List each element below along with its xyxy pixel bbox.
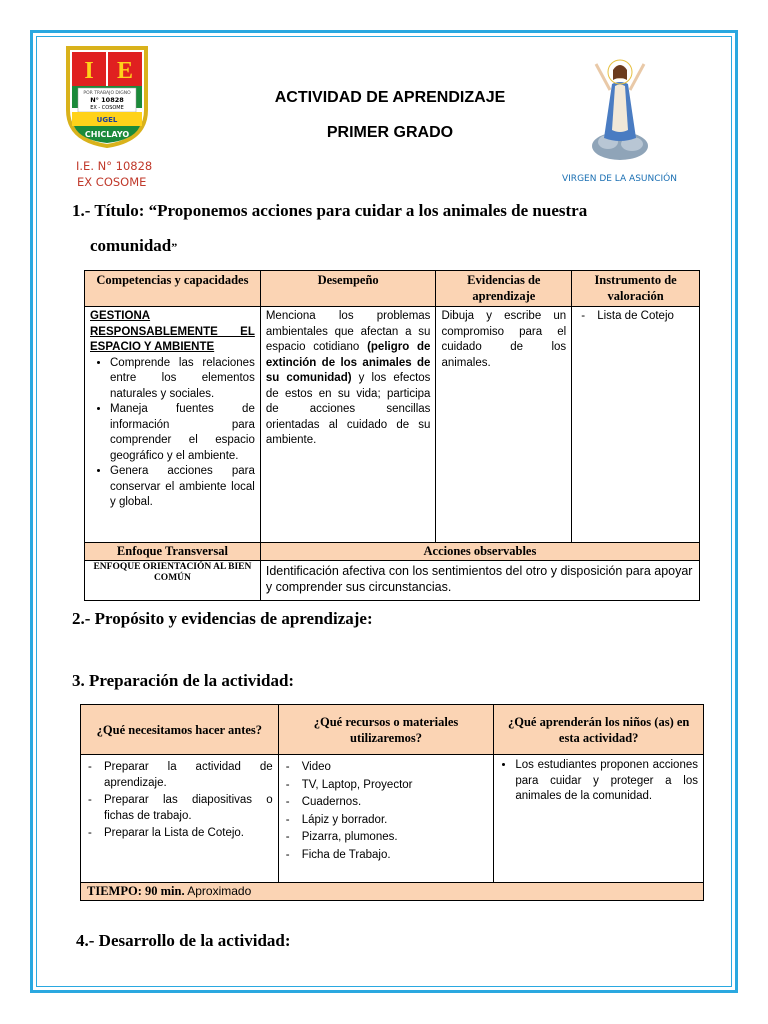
closing-quote: ” bbox=[171, 240, 178, 254]
svg-text:EX - COSOME: EX - COSOME bbox=[90, 105, 124, 111]
section-1-heading: 1.- Título: “Proponemos acciones para cuidar a los animales de nuestra bbox=[72, 201, 588, 220]
resource-item: - Video bbox=[302, 760, 489, 776]
document-title: ACTIVIDAD DE APRENDIZAJE bbox=[274, 89, 506, 106]
transversal-header: Enfoque Transversal bbox=[85, 543, 261, 561]
performance-text-cont: y los efectos de estos en su vida; participa de acciones sencillas orientadas al cuidado de su ambiente. bbox=[265, 372, 431, 446]
capacity-item: • Maneja fuentes de información para comprender el espacio geográfico y el ambiente. bbox=[110, 402, 255, 464]
evidence-cell: Dibuja y escribe un compromiso para el cuidado de los animales. bbox=[436, 307, 572, 543]
section-1-heading-cont bbox=[90, 236, 177, 256]
performance-text: Menciona los problemas ambientales que afectan a su espacio cotidiano bbox=[265, 310, 431, 353]
section-4-heading: 4.- Desarrollo de la actividad: bbox=[76, 931, 291, 950]
learning-list bbox=[499, 758, 698, 805]
before-cell bbox=[81, 755, 279, 883]
grade-title: PRIMER GRADO bbox=[326, 124, 454, 141]
resource-item: - Ficha de Trabajo. bbox=[302, 848, 489, 864]
school-former-name: EX COSOME bbox=[77, 175, 147, 189]
competency-title: GESTIONA RESPONSABLEMENTE EL ESPACIO Y AMBIENTE bbox=[90, 310, 255, 353]
transversal-value: ENFOQUE ORIENTACIÓN AL BIEN COMÚN bbox=[85, 561, 261, 601]
preparation-table bbox=[80, 704, 704, 901]
time-label: TIEMPO: 90 min. bbox=[87, 884, 185, 898]
instrument-list bbox=[577, 309, 694, 325]
svg-text:CHICLAYO: CHICLAYO bbox=[84, 130, 130, 139]
capacities-list bbox=[90, 356, 255, 511]
svg-text:E: E bbox=[116, 58, 134, 84]
svg-text:UGEL: UGEL bbox=[96, 116, 118, 124]
resources-list bbox=[284, 760, 489, 863]
header-before: ¿Qué necesitamos hacer antes? bbox=[81, 705, 279, 755]
instrument-item: - Lista de Cotejo bbox=[597, 309, 694, 325]
learning-cell bbox=[494, 755, 704, 883]
resource-item: - Cuadernos. bbox=[302, 795, 489, 811]
school-name bbox=[76, 158, 152, 190]
performance-emphasis: (peligro de extinción de los animales de su comunidad) bbox=[265, 341, 431, 384]
time-suffix: Aproximado bbox=[184, 884, 252, 898]
competency-cell bbox=[85, 307, 261, 543]
section-2-heading: 2.- Propósito y evidencias de aprendizaje: bbox=[72, 609, 373, 628]
header-resources: ¿Qué recursos o materiales utilizaremos? bbox=[278, 705, 494, 755]
virgin-image bbox=[590, 50, 650, 162]
resource-item: - Lápiz y borrador. bbox=[302, 813, 489, 829]
before-item: - Preparar la actividad de aprendizaje. bbox=[104, 760, 273, 791]
header-instrument: Instrumento de valoración bbox=[572, 271, 700, 307]
header-competencies: Competencias y capacidades bbox=[85, 271, 261, 307]
svg-text:POR TRABAJO DIGNO: POR TRABAJO DIGNO bbox=[83, 91, 131, 96]
performance-cell bbox=[260, 307, 436, 543]
time-row bbox=[81, 883, 704, 901]
actions-header: Acciones observables bbox=[260, 543, 699, 561]
learning-item: • Los estudiantes proponen acciones para cuidar y proteger a los animales de la comunidad. bbox=[515, 758, 698, 805]
resource-item: - Pizarra, plumones. bbox=[302, 830, 489, 846]
school-logo bbox=[64, 44, 150, 148]
school-number: I.E. N° 10828 bbox=[76, 159, 153, 173]
capacity-item: • Comprende las relaciones entre los elementos naturales y sociales. bbox=[110, 356, 255, 403]
before-list bbox=[86, 760, 273, 842]
instrument-cell bbox=[572, 307, 700, 543]
before-item: - Preparar la Lista de Cotejo. bbox=[104, 826, 273, 842]
actions-value: Identificación afectiva con los sentimientos del otro y disposición para apoyar y comprender sus circunstancias. bbox=[260, 561, 699, 601]
image-caption: VIRGEN DE LA ASUNCIÓN bbox=[562, 174, 677, 184]
resources-cell bbox=[278, 755, 494, 883]
resource-item: - TV, Laptop, Proyector bbox=[302, 778, 489, 794]
header-performance: Desempeño bbox=[260, 271, 436, 307]
section-3-heading: 3. Preparación de la actividad: bbox=[72, 671, 295, 690]
capacity-item: • Genera acciones para conservar el ambiente local y global. bbox=[110, 464, 255, 511]
svg-text:N° 10828: N° 10828 bbox=[90, 96, 124, 104]
svg-text:I: I bbox=[84, 58, 94, 84]
header-evidence: Evidencias de aprendizaje bbox=[436, 271, 572, 307]
competencies-table bbox=[84, 270, 700, 601]
before-item: - Preparar las diapositivas o fichas de trabajo. bbox=[104, 793, 273, 824]
header-learning: ¿Qué aprenderán los niños (as) en esta actividad? bbox=[494, 705, 704, 755]
section-1-heading-end: comunidad bbox=[90, 236, 172, 255]
